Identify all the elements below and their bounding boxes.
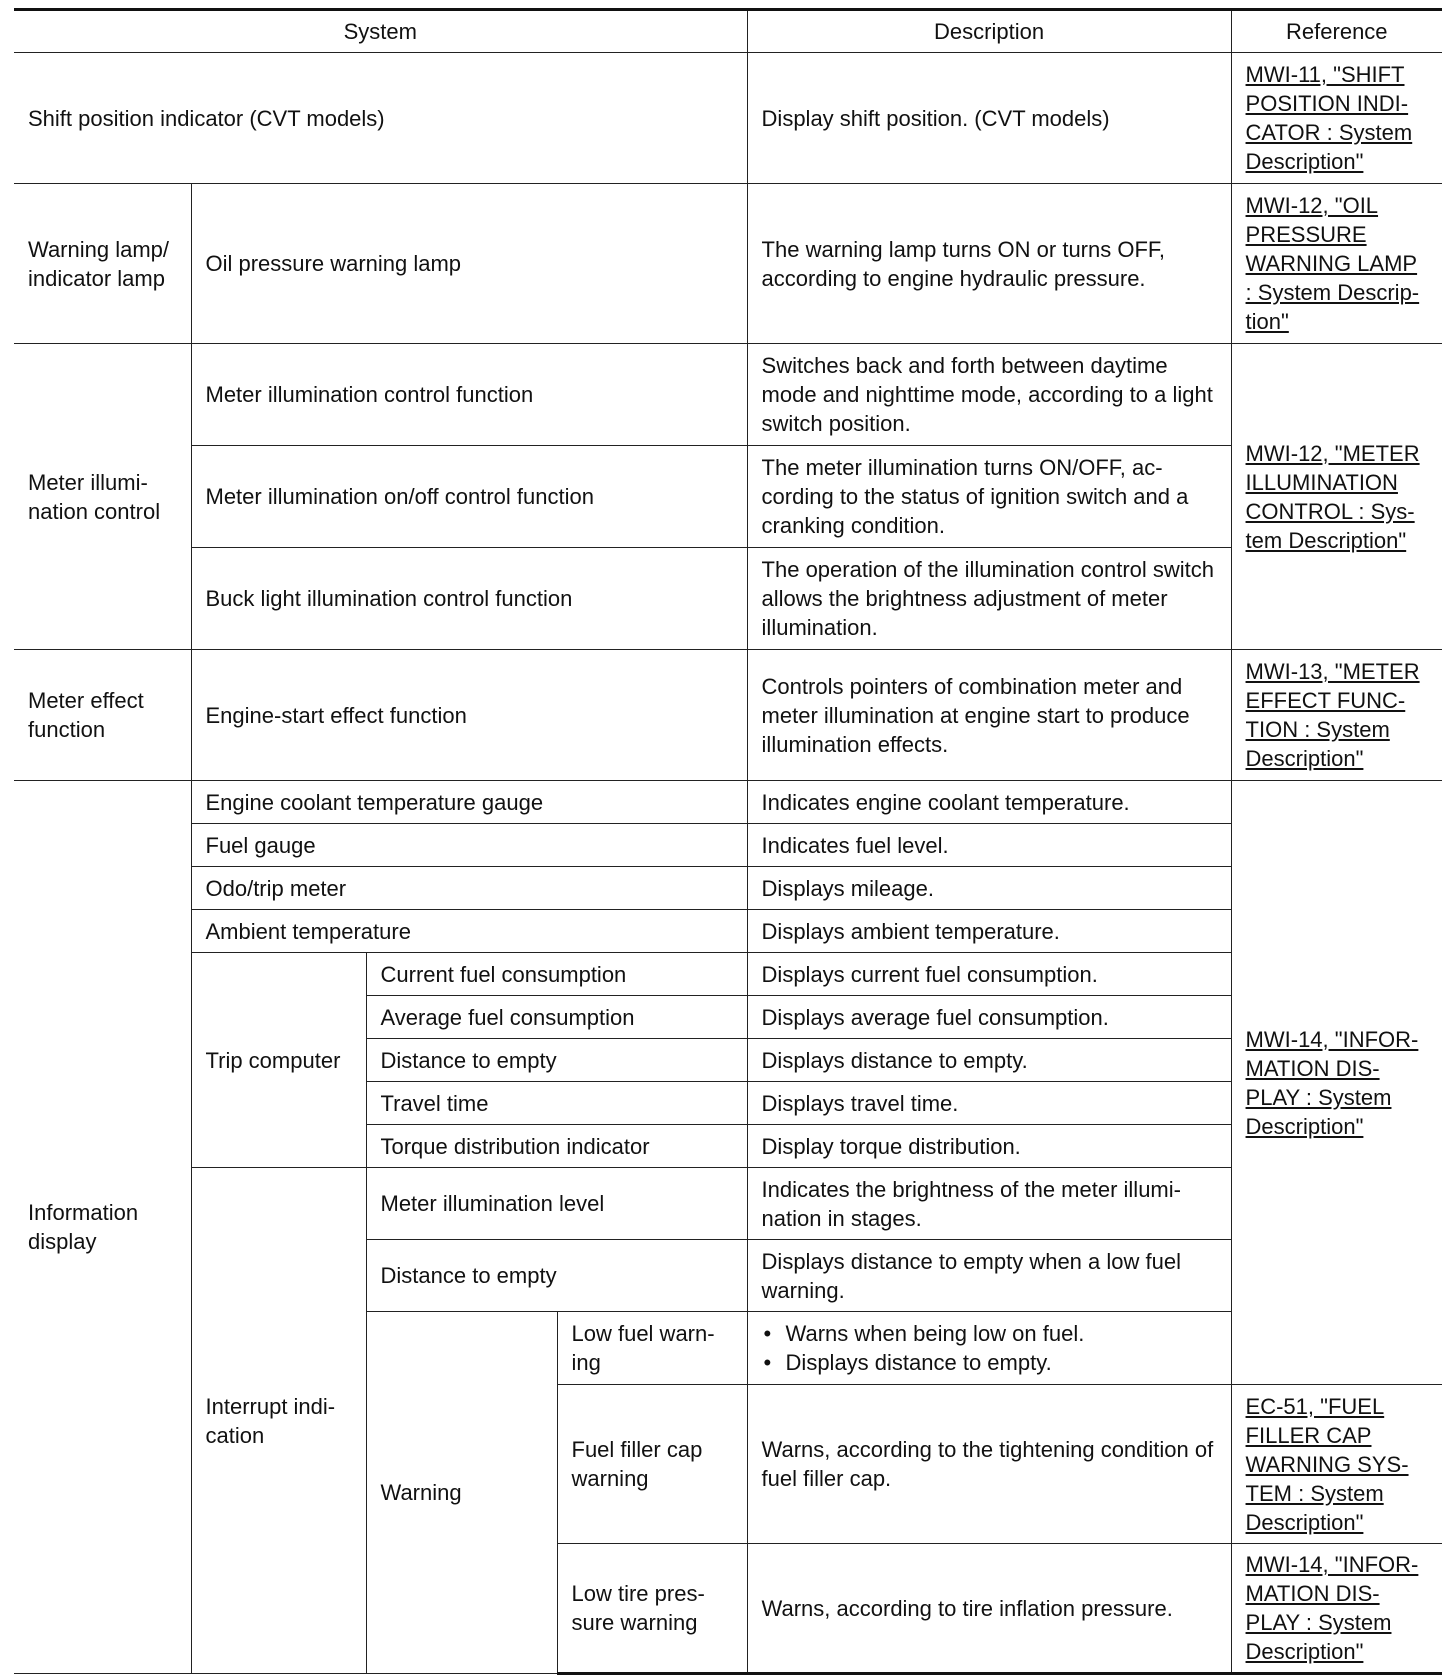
bullet-list — [762, 1319, 1217, 1377]
system-cell: Low fuel warn-ing — [557, 1312, 747, 1385]
system-cell: Average fuel consumption — [366, 996, 747, 1039]
system-table — [14, 8, 1442, 1675]
table-row — [14, 867, 1442, 910]
system-cell: Current fuel consumption — [366, 953, 747, 996]
system-cell: Fuel gauge — [191, 824, 747, 867]
description-cell: Indicates engine coolant temperature. — [747, 781, 1231, 824]
description-cell: The meter illumination turns ON/OFF, ac-cording to the status of ignition switch and a cranking condition. — [747, 446, 1231, 548]
group-cell: Warning lamp/ indicator lamp — [14, 184, 191, 344]
table-row — [14, 953, 1442, 996]
reference-link[interactable]: EC-51, "FUEL FILLER CAP WARNING SYS-TEM : System Description" — [1231, 1385, 1442, 1544]
table-row — [14, 53, 1442, 184]
table-row — [14, 781, 1442, 824]
system-cell: Odo/trip meter — [191, 867, 747, 910]
group-cell: Meter effect function — [14, 650, 191, 781]
table-row — [14, 184, 1442, 344]
system-cell: Meter illumination control function — [191, 344, 747, 446]
description-cell: Displays travel time. — [747, 1082, 1231, 1125]
header-description: Description — [747, 10, 1231, 53]
description-cell: Display torque distribution. — [747, 1125, 1231, 1168]
table-row — [14, 1168, 1442, 1240]
system-cell: Fuel filler cap warning — [557, 1385, 747, 1544]
header-system: System — [14, 10, 747, 53]
description-cell: The operation of the illumination control switch allows the brightness adjustment of meter illumination. — [747, 548, 1231, 650]
description-cell: Indicates the brightness of the meter illumi-nation in stages. — [747, 1168, 1231, 1240]
description-cell: The warning lamp turns ON or turns OFF, according to engine hydraulic pressure. — [747, 184, 1231, 344]
description-cell: Controls pointers of combination meter and meter illumination at engine start to produce illumination effects. — [747, 650, 1231, 781]
system-cell: Engine coolant temperature gauge — [191, 781, 747, 824]
system-cell: Oil pressure warning lamp — [191, 184, 747, 344]
reference-link[interactable]: MWI-13, "METER EFFECT FUNC-TION : System Description" — [1231, 650, 1442, 781]
description-cell: Displays ambient temperature. — [747, 910, 1231, 953]
system-cell: Buck light illumination control function — [191, 548, 747, 650]
list-item: • Warns when being low on fuel. — [786, 1319, 1217, 1348]
reference-link[interactable]: MWI-12, "METER ILLUMINATION CONTROL : Sys-tem Description" — [1231, 344, 1442, 650]
list-item: • Displays distance to empty. — [786, 1348, 1217, 1377]
header-reference: Reference — [1231, 10, 1442, 53]
description-cell: Warns, according to the tightening condition of fuel filler cap. — [747, 1385, 1231, 1544]
description-cell: Display shift position. (CVT models) — [747, 53, 1231, 184]
table-row — [14, 548, 1442, 650]
subgroup-cell: Warning — [366, 1312, 557, 1674]
table-row — [14, 446, 1442, 548]
description-cell: Indicates fuel level. — [747, 824, 1231, 867]
group-cell: Information display — [14, 781, 191, 1674]
system-cell: Low tire pres-sure warning — [557, 1544, 747, 1674]
subgroup-cell: Trip computer — [191, 953, 366, 1168]
system-cell: Shift position indicator (CVT models) — [14, 53, 747, 184]
header-row — [14, 10, 1442, 53]
system-cell: Distance to empty — [366, 1039, 747, 1082]
system-cell: Meter illumination on/off control function — [191, 446, 747, 548]
description-cell — [747, 1312, 1231, 1385]
description-cell: Switches back and forth between daytime mode and nighttime mode, according to a light switch position. — [747, 344, 1231, 446]
system-cell: Ambient temperature — [191, 910, 747, 953]
reference-link[interactable]: MWI-11, "SHIFT POSITION INDI-CATOR : System Description" — [1231, 53, 1442, 184]
table-row — [14, 650, 1442, 781]
system-cell: Torque distribution indicator — [366, 1125, 747, 1168]
reference-link[interactable]: MWI-12, "OIL PRESSURE WARNING LAMP : System Descrip-tion" — [1231, 184, 1442, 344]
description-cell: Displays current fuel consumption. — [747, 953, 1231, 996]
description-cell: Displays distance to empty when a low fuel warning. — [747, 1240, 1231, 1312]
table-row — [14, 824, 1442, 867]
reference-link[interactable]: MWI-14, "INFOR-MATION DIS-PLAY : System Description" — [1231, 781, 1442, 1385]
description-cell: Displays average fuel consumption. — [747, 996, 1231, 1039]
system-cell: Engine-start effect function — [191, 650, 747, 781]
group-cell: Meter illumi-nation control — [14, 344, 191, 650]
system-cell: Meter illumination level — [366, 1168, 747, 1240]
description-cell: Displays mileage. — [747, 867, 1231, 910]
description-cell: Warns, according to tire inflation pressure. — [747, 1544, 1231, 1674]
table-row — [14, 910, 1442, 953]
description-cell: Displays distance to empty. — [747, 1039, 1231, 1082]
system-cell: Distance to empty — [366, 1240, 747, 1312]
table-row — [14, 344, 1442, 446]
reference-link[interactable]: MWI-14, "INFOR-MATION DIS-PLAY : System Description" — [1231, 1544, 1442, 1674]
subgroup-cell: Interrupt indi-cation — [191, 1168, 366, 1674]
system-cell: Travel time — [366, 1082, 747, 1125]
